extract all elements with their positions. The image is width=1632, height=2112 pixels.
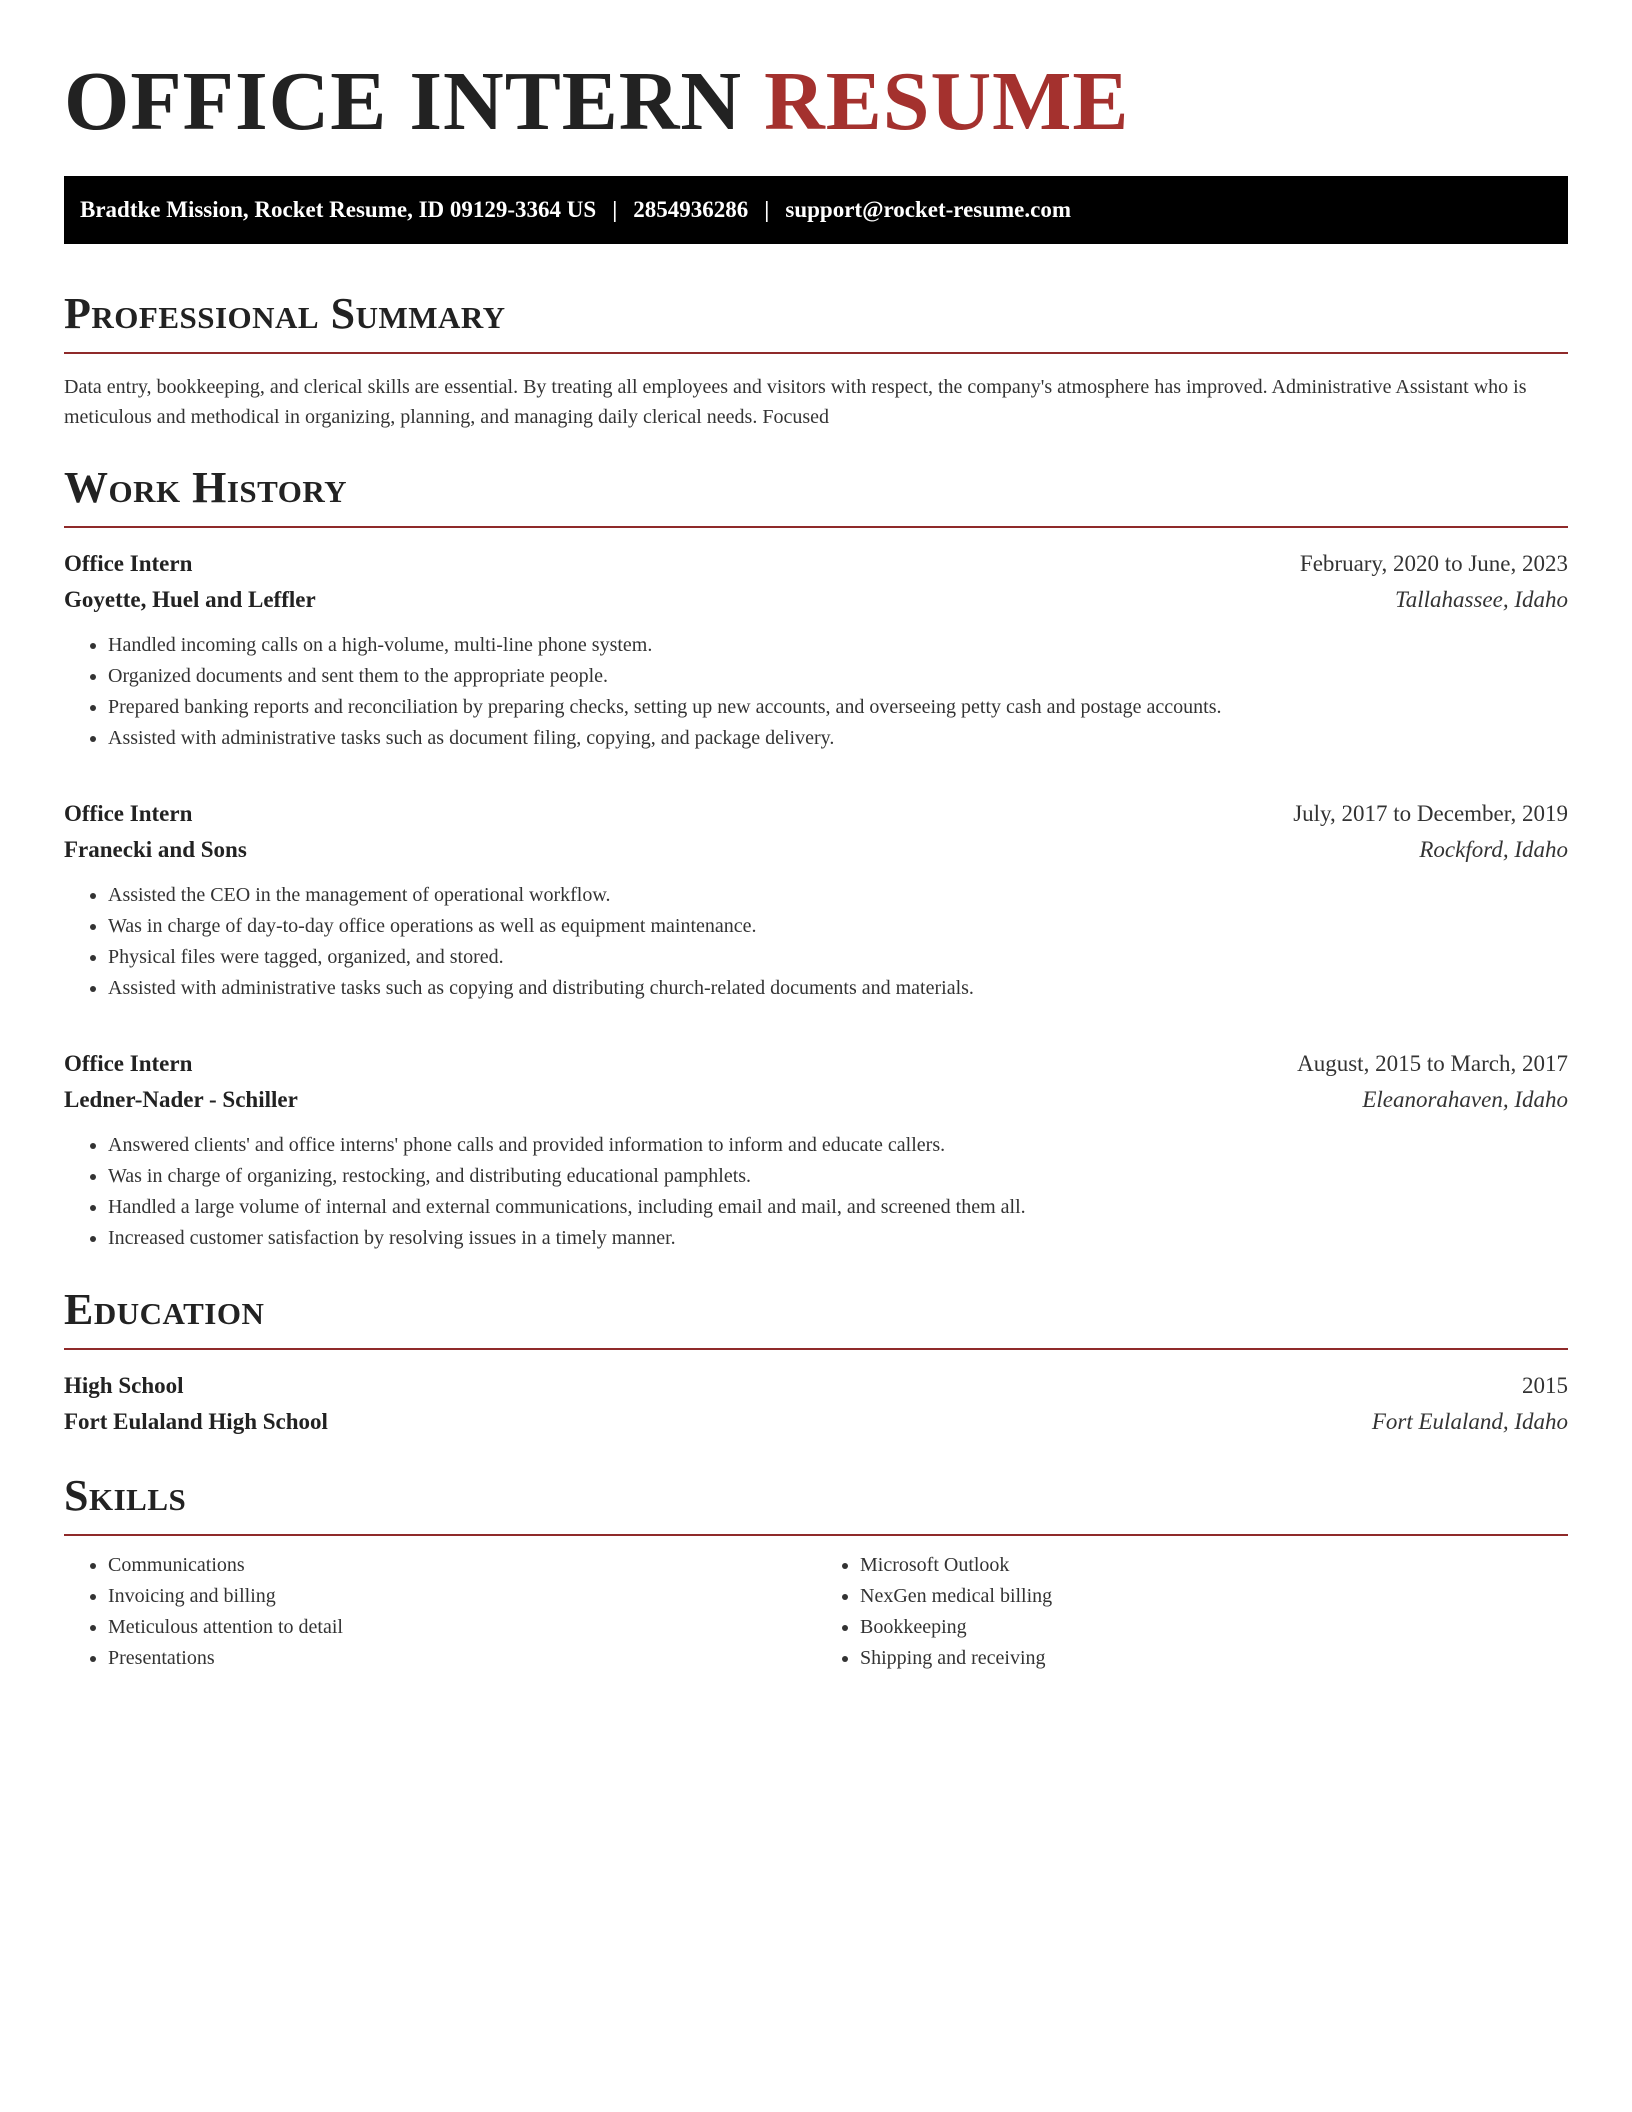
job-location: Eleanorahaven, Idaho <box>1362 1087 1568 1112</box>
job-bullet: • Assisted with administrative tasks such as copying and distributing church-related documents and materials. <box>108 973 1568 1004</box>
job-entry <box>64 796 1568 1004</box>
skill-item: • Invoicing and billing <box>108 1581 816 1612</box>
job-company: Goyette, Huel and Leffler <box>64 587 316 612</box>
job-location: Rockford, Idaho <box>1419 837 1568 862</box>
contact-email: support@rocket-resume.com <box>785 197 1072 222</box>
section-divider <box>64 1534 1568 1536</box>
contact-separator: | <box>764 197 770 222</box>
skill-item: • Microsoft Outlook <box>860 1550 1568 1581</box>
job-header-row <box>64 1046 1568 1082</box>
skills-heading: Skills <box>64 1471 187 1520</box>
summary-text: Data entry, bookkeeping, and clerical skills are essential. By treating all employees and visitors with respect, the company's atmosphere has improved. Administrative Assistant who is meticulous and methodical in organizing, planning, and managing daily clerical needs. Focused <box>64 376 1527 428</box>
education-year: 2015 <box>1522 1373 1568 1398</box>
section-divider <box>64 1348 1568 1350</box>
job-bullet: • Organized documents and sent them to the appropriate people. <box>108 661 1568 692</box>
skill-item: • Presentations <box>108 1643 816 1674</box>
job-company-row <box>64 1082 1568 1118</box>
skills-section <box>64 1470 1568 1674</box>
job-bullets <box>64 1130 1568 1254</box>
education-entry <box>64 1368 1568 1440</box>
job-location: Tallahassee, Idaho <box>1395 587 1568 612</box>
skill-item: • Bookkeeping <box>860 1612 1568 1643</box>
job-dates: February, 2020 to June, 2023 <box>1299 551 1568 576</box>
job-header-row <box>64 796 1568 832</box>
section-divider <box>64 526 1568 528</box>
job-bullet: • Increased customer satisfaction by resolving issues in a timely manner. <box>108 1223 1568 1254</box>
education-degree-row <box>64 1368 1568 1404</box>
skills-grid <box>64 1550 1568 1674</box>
job-company: Ledner-Nader - Schiller <box>64 1087 298 1112</box>
contact-address: Bradtke Mission, Rocket Resume, ID 09129-3364 US <box>80 197 597 222</box>
contact-separator: | <box>612 197 618 222</box>
resume-title <box>64 52 1568 152</box>
job-bullet: • Handled incoming calls on a high-volume, multi-line phone system. <box>108 630 1568 661</box>
job-title: Office Intern <box>64 1051 193 1076</box>
skills-column-right <box>816 1550 1568 1674</box>
job-entry <box>64 1046 1568 1254</box>
contact-phone: 2854936286 <box>633 197 749 222</box>
summary-heading: Professional Summary <box>64 289 506 338</box>
job-header-row <box>64 546 1568 582</box>
job-bullet: • Was in charge of day-to-day office operations as well as equipment maintenance. <box>108 911 1568 942</box>
work-history-section <box>64 462 1568 1254</box>
title-main: OFFICE INTERN <box>64 55 743 148</box>
job-dates: August, 2015 to March, 2017 <box>1297 1051 1568 1076</box>
job-entry <box>64 546 1568 754</box>
skill-item: • NexGen medical billing <box>860 1581 1568 1612</box>
job-bullets <box>64 630 1568 754</box>
section-divider <box>64 352 1568 354</box>
skill-item: • Shipping and receiving <box>860 1643 1568 1674</box>
education-section <box>64 1284 1568 1440</box>
job-company: Franecki and Sons <box>64 837 247 862</box>
education-school: Fort Eulaland High School <box>64 1409 328 1434</box>
job-company-row <box>64 832 1568 868</box>
job-bullets <box>64 880 1568 1004</box>
job-bullet: • Was in charge of organizing, restocking, and distributing educational pamphlets. <box>108 1161 1568 1192</box>
contact-bar <box>64 176 1568 244</box>
education-location: Fort Eulaland, Idaho <box>1371 1409 1568 1434</box>
skill-item: • Communications <box>108 1550 816 1581</box>
education-degree: High School <box>64 1373 184 1398</box>
job-bullet: • Assisted with administrative tasks such as document filing, copying, and package delivery. <box>108 723 1568 754</box>
job-title: Office Intern <box>64 551 193 576</box>
job-bullet: • Assisted the CEO in the management of operational workflow. <box>108 880 1568 911</box>
job-dates: July, 2017 to December, 2019 <box>1293 801 1568 826</box>
job-title: Office Intern <box>64 801 193 826</box>
job-company-row <box>64 582 1568 618</box>
skill-item: • Meticulous attention to detail <box>108 1612 816 1643</box>
summary-section <box>64 288 1568 432</box>
job-bullet: • Physical files were tagged, organized, and stored. <box>108 942 1568 973</box>
skills-column-left <box>64 1550 816 1674</box>
title-accent: RESUME <box>764 55 1130 148</box>
job-bullet: • Handled a large volume of internal and external communications, including email and mail, and screened them all. <box>108 1192 1568 1223</box>
education-school-row <box>64 1404 1568 1440</box>
job-bullet: • Prepared banking reports and reconciliation by preparing checks, setting up new accounts, and overseeing petty cash and postage accounts. <box>108 692 1568 723</box>
education-heading: Education <box>64 1285 265 1334</box>
job-bullet: • Answered clients' and office interns' phone calls and provided information to inform and educate callers. <box>108 1130 1568 1161</box>
work-history-heading: Work History <box>64 463 348 512</box>
